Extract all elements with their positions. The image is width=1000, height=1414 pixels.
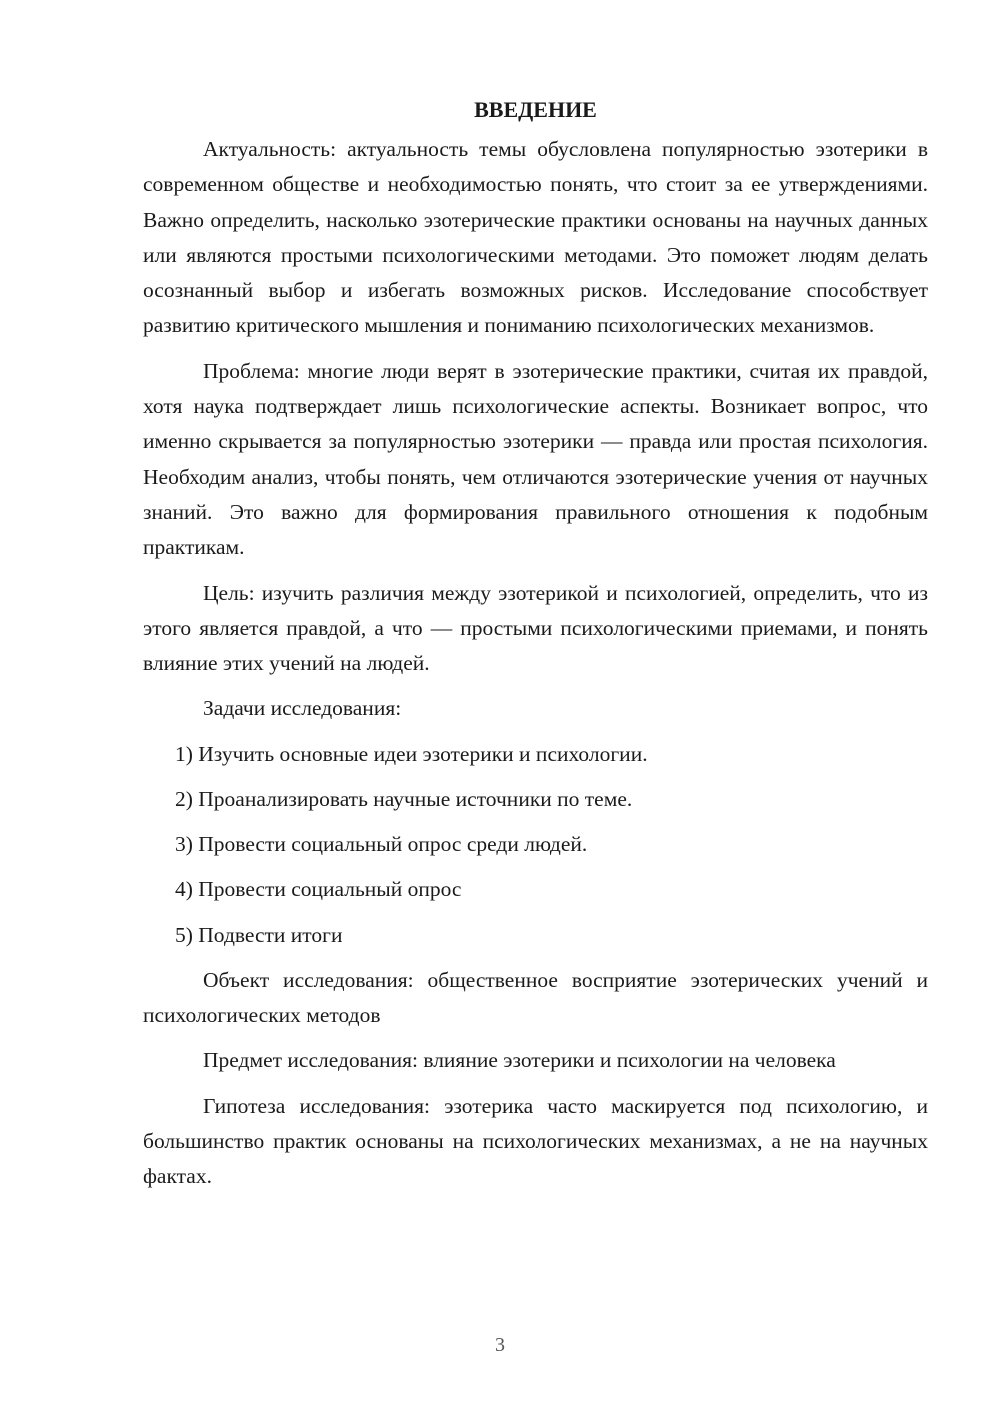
page-number: 3 xyxy=(495,1334,505,1356)
paragraph-object: Объект исследования: общественное восприятие эзотерических учений и психологических методов xyxy=(143,967,928,1027)
task-item: 4) Провести социальный опрос xyxy=(175,877,462,902)
tasks-title: Задачи исследования: xyxy=(203,696,402,721)
paragraph-problem: Проблема: многие люди верят в эзотерические практики, считая их правдой, хотя наука подтверждает лишь психологические аспекты. Возникает вопрос, что именно скрывается за популярностью эзотерики — правда или простая психология. Необходим анализ, чтобы понять, чем отличаются эзотерические учения от научных знаний. Это важно для формирования правильного отношения к подобным практикам. xyxy=(143,358,928,560)
task-item: 5) Подвести итоги xyxy=(175,922,343,947)
paragraph-subject: Предмет исследования: влияние эзотерики и психологии на человека xyxy=(203,1048,836,1073)
task-item: 1) Изучить основные идеи эзотерики и психологии. xyxy=(175,741,648,766)
task-item: 2) Проанализировать научные источники по теме. xyxy=(175,786,633,811)
paragraph-hypothesis: Гипотеза исследования: эзотерика часто маскируется под психологию, и большинство практик основаны на психологических механизмах, а не на научных фактах. xyxy=(143,1093,928,1189)
paragraph-goal: Цель: изучить различия между эзотерикой и психологией, определить, что из этого является правдой, а что — простыми психологическими приемами, и понять влияние этих учений на людей. xyxy=(143,580,928,676)
document-page xyxy=(143,92,928,1204)
tasks-list xyxy=(143,737,928,953)
section-heading: ВВЕДЕНИЕ xyxy=(474,97,597,122)
paragraph-relevance: Актуальность: актуальность темы обусловлена популярностью эзотерики в современном обществе и необходимостью понять, что стоит за ее утверждениями. Важно определить, насколько эзотерические практики основаны на научных данных или являются простыми психологическими методами. Это поможет людям делать осознанный выбор и избегать возможных рисков. Исследование способствует развитию критического мышления и пониманию психологических механизмов. xyxy=(143,137,928,338)
task-item: 3) Провести социальный опрос среди людей. xyxy=(175,832,588,857)
